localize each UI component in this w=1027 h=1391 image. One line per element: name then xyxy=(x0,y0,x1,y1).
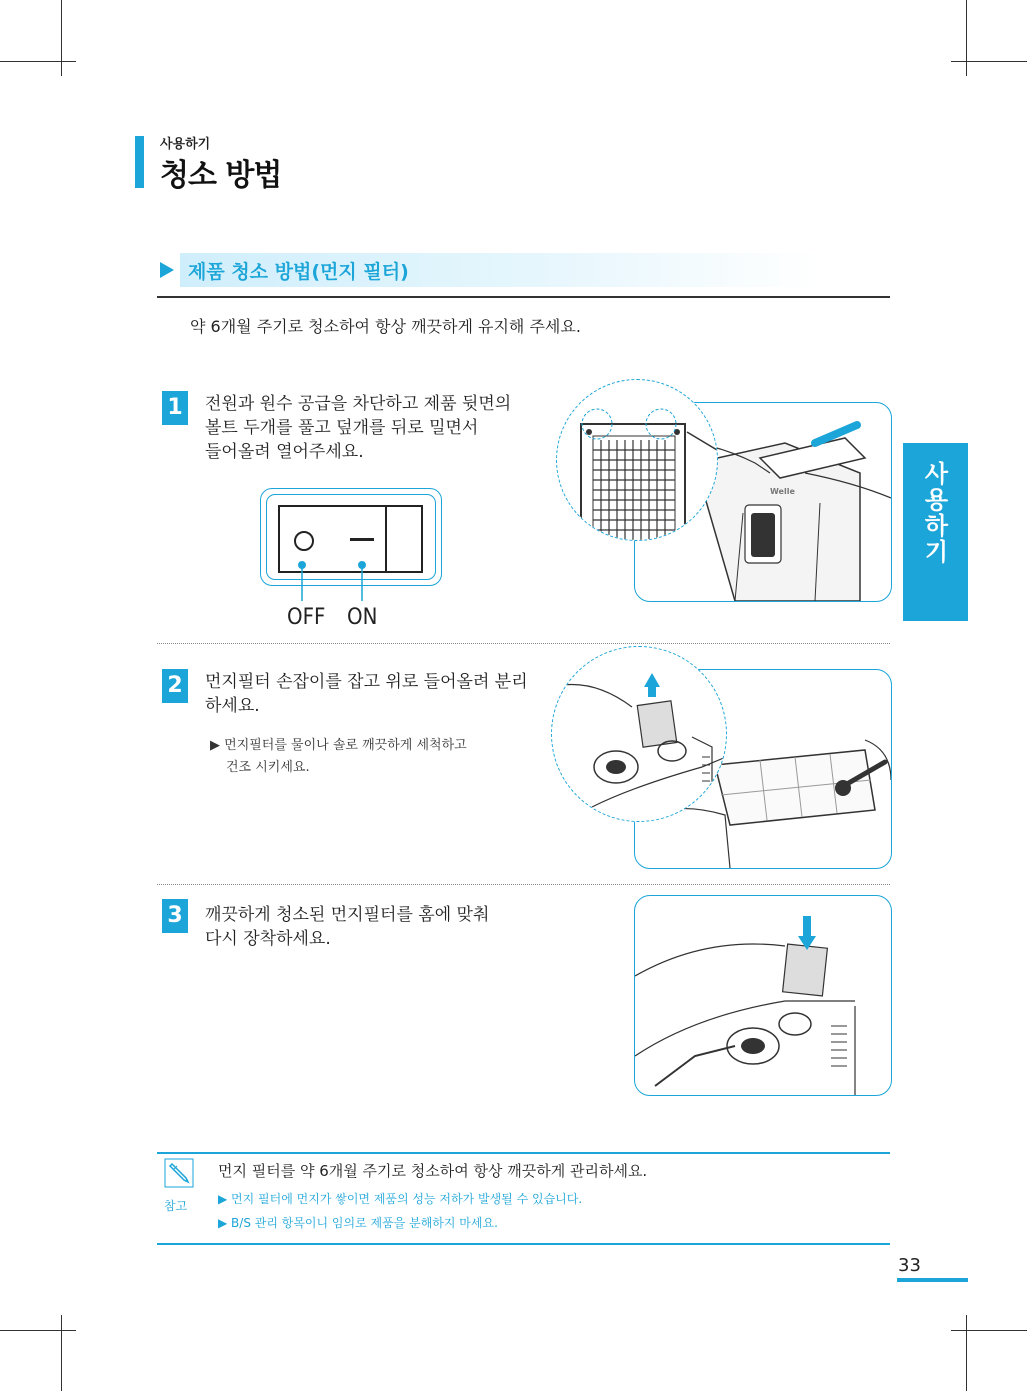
subsection-title: 제품 청소 방법(먼지 필터) xyxy=(188,261,409,283)
step-2-zoom-circle xyxy=(551,646,727,822)
crop-mark xyxy=(951,1330,1027,1331)
crop-mark xyxy=(61,0,62,76)
step-3-number: 3 xyxy=(162,899,188,933)
step-2-bullet-line: 건조 시키세요. xyxy=(226,760,310,775)
product-brand-logo: Welle xyxy=(770,487,795,496)
step-divider xyxy=(157,884,890,885)
off-symbol-icon xyxy=(294,531,314,551)
filter-lift-zoom-illustration xyxy=(552,647,726,821)
on-symbol-icon xyxy=(350,538,374,541)
step-2-line: 먼지필터 손잡이를 잡고 위로 들어올려 분리 xyxy=(205,672,528,692)
step-2-text xyxy=(205,670,528,718)
note-bottom-rule xyxy=(157,1243,890,1245)
step-1-text xyxy=(205,392,511,464)
switch-off-label: OFF xyxy=(287,605,326,630)
step-2-bullet-line: ▶ 먼지필터를 물이나 솔로 깨끗하게 세척하고 xyxy=(210,738,467,753)
step-divider xyxy=(157,643,890,644)
page-number: 33 xyxy=(898,1255,921,1276)
section-tag: 사용하기 xyxy=(160,137,211,152)
crop-mark xyxy=(61,1315,62,1391)
step-2-number: 2 xyxy=(162,669,188,703)
step-1-number: 1 xyxy=(162,391,188,425)
filter-cover-zoom-illustration xyxy=(557,380,717,540)
step-3-figure-box xyxy=(634,895,892,1096)
page-number-rule xyxy=(897,1278,968,1282)
pencil-icon xyxy=(164,1158,194,1188)
step-1-line: 들어올려 열어주세요. xyxy=(205,442,364,462)
side-tab xyxy=(903,443,968,621)
side-tab-label: 사용하기 xyxy=(920,461,948,565)
switch-callout-lines xyxy=(290,555,380,605)
filter-reinstall-illustration xyxy=(635,896,891,1095)
subsection-rule xyxy=(157,296,890,298)
intro-text: 약 6개월 주기로 청소하여 항상 깨끗하게 유지해 주세요. xyxy=(190,317,581,336)
crop-mark xyxy=(966,0,967,76)
page-title: 청소 방법 xyxy=(160,158,282,193)
crop-mark xyxy=(0,61,76,62)
note-bullet: ▶ B/S 관리 항목이니 임의로 제품을 분해하지 마세요. xyxy=(218,1216,498,1230)
step-3-line: 깨끗하게 청소된 먼지필터를 홈에 맞춰 xyxy=(205,905,490,925)
crop-mark xyxy=(0,1330,76,1331)
step-3-line: 다시 장착하세요. xyxy=(205,929,331,949)
switch-on-label: ON xyxy=(347,605,378,630)
step-2-bullet xyxy=(210,735,467,779)
note-top-rule xyxy=(157,1152,890,1154)
note-main-text: 먼지 필터를 약 6개월 주기로 청소하여 항상 깨끗하게 관리하세요. xyxy=(218,1162,648,1180)
note-bullet: ▶ 먼지 필터에 먼지가 쌓이면 제품의 성능 저하가 발생될 수 있습니다. xyxy=(218,1192,583,1206)
subsection-arrow-icon xyxy=(160,262,174,278)
step-2-line: 하세요. xyxy=(205,696,260,716)
step-1-line: 전원과 원수 공급을 차단하고 제품 뒷면의 xyxy=(205,394,512,414)
crop-mark xyxy=(951,61,1027,62)
step-1-zoom-circle xyxy=(556,379,718,541)
title-accent-bar xyxy=(135,136,144,188)
note-label: 참고 xyxy=(164,1199,188,1213)
crop-mark xyxy=(966,1315,967,1391)
step-3-text xyxy=(205,903,489,951)
step-1-line: 볼트 두개를 풀고 덮개를 뒤로 밀면서 xyxy=(205,418,479,438)
